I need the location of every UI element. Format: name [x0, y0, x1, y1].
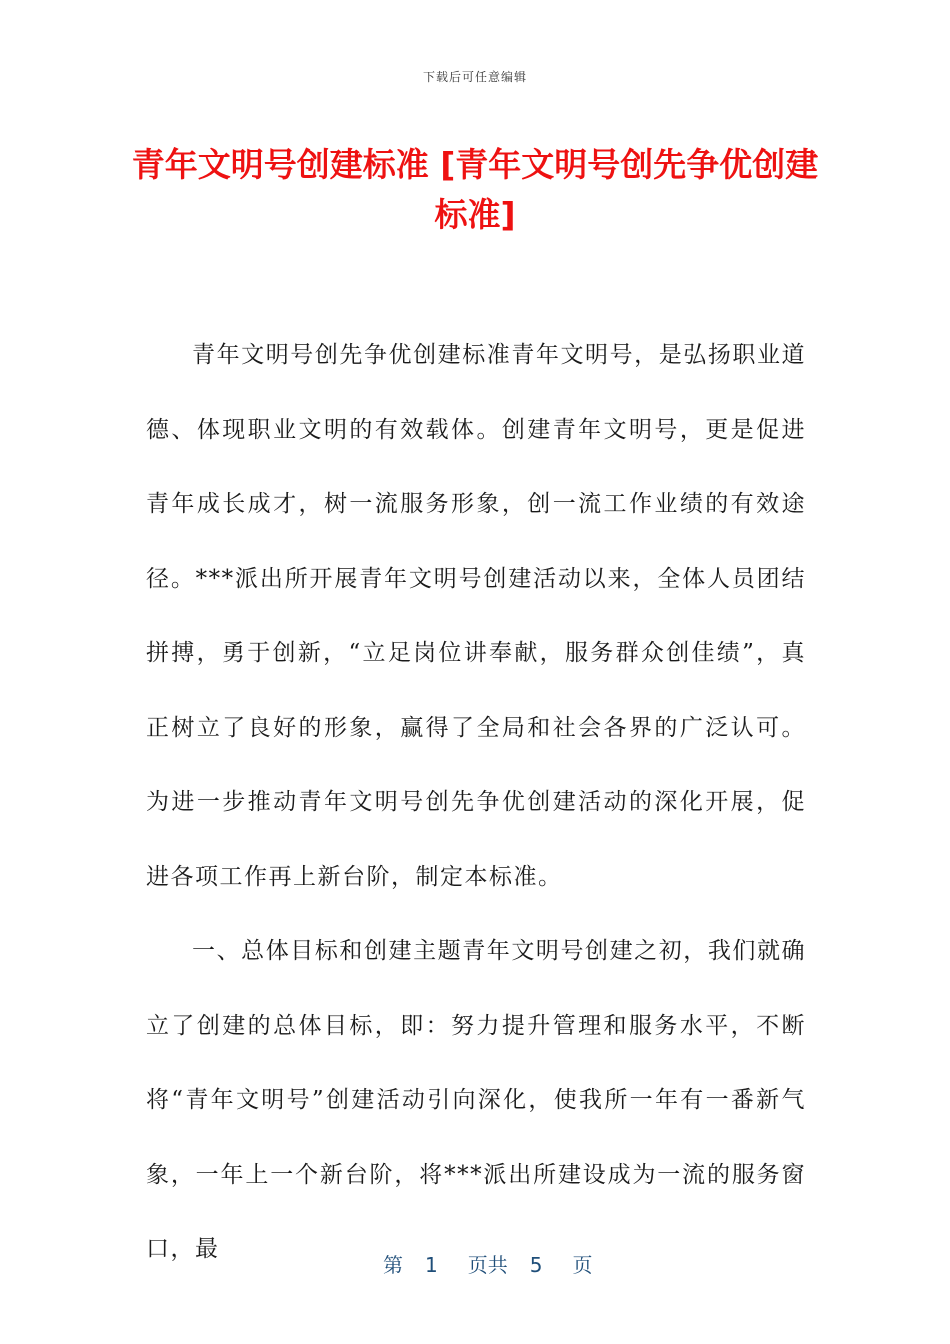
header-note: 下载后可任意编辑	[422, 70, 527, 84]
document-body	[146, 318, 806, 1287]
page-label-middle: 页共	[467, 1253, 508, 1277]
paragraph: 一、总体目标和创建主题青年文明号创建之初，我们就确立了创建的总体目标，即：努力提升管理和服务水平，不断将“青年文明号”创建活动引向深化，使我所一年有一番新气象，一年上一个新台阶，将***派出所建设成为一流的服务窗口，最	[146, 938, 806, 1262]
paragraph: 青年文明号创先争优创建标准青年文明号，是弘扬职业道德、体现职业文明的有效载体。创建青年文明号，更是促进青年成长成才，树一流服务形象，创一流工作业绩的有效途径。***派出所开展青年文明号创建活动以来，全体人员团结拼搏，勇于创新，“立足岗位讲奉献，服务群众创佳绩”，真正树立了良好的形象，赢得了全局和社会各界的广泛认可。为进一步推动青年文明号创先争优创建活动的深化开展，促进各项工作再上新台阶，制定本标准。	[146, 342, 806, 890]
page-label-suffix: 页	[572, 1253, 593, 1277]
page-label-prefix: 第	[382, 1253, 403, 1277]
page-footer	[0, 1225, 950, 1302]
document-title: 青年文明号创建标准 [青年文明号创先争优创建标准]	[131, 145, 819, 234]
page-total: 5	[529, 1253, 543, 1277]
page-number: 1	[424, 1253, 438, 1277]
